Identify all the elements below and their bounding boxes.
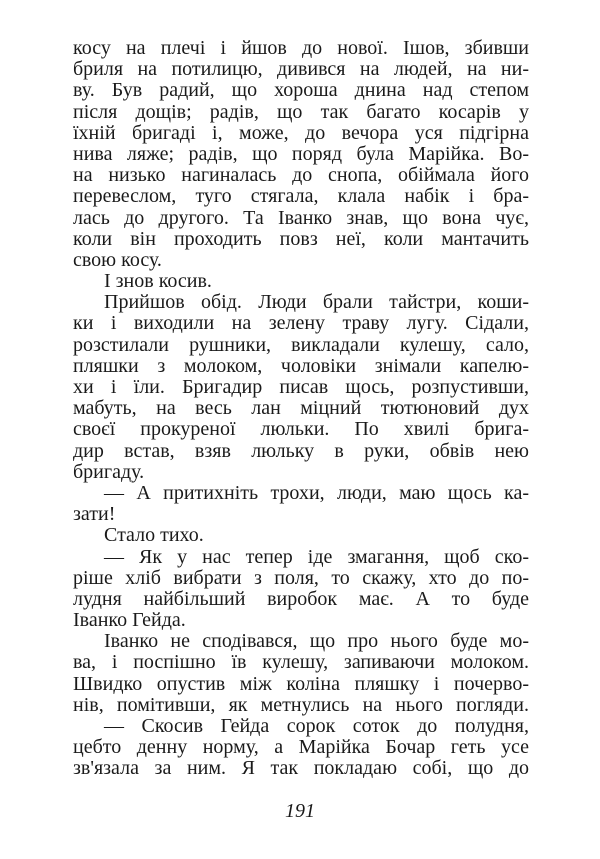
text-line: перевеслом, туго стягала, клала набік і бра- [73,185,529,208]
text-line: косу на плечі і йшов до нової. Ішов, збивши [73,37,529,59]
text-line: — Як у нас тепер іде змагання, щоб ско- [104,545,529,568]
text-line: ву. Був радий, що хороша днина над степом [73,79,529,102]
text-line: бриля на потилицю, дивився на людей, на ни- [73,58,529,81]
text-line: дир встав, взяв люльку в руки, обвів нею [73,439,529,462]
text-line: зати! [73,503,116,526]
text-line: пляшки з молоком, чоловіки знімали капелю- [73,354,529,377]
text-line: зв'язала за ним. Я так покладаю собі, що до [73,757,529,780]
text-line: після дощів; радів, що так багато косарів у [73,100,529,123]
text-line: бригаду. [73,460,145,483]
text-line: лась до другого. Та Іванко знав, що вона чує, [73,206,529,229]
text-line: мабуть, на весь лан міцний тютюновий дух [73,397,529,420]
text-line: ва, і поспішно їв кулешу, запиваючи молоком. [73,651,529,674]
text-line: І знов косив. [104,270,212,293]
text-line: цебто денну норму, а Марійка Бочар геть усе [73,736,529,759]
text-line: свою косу. [73,248,162,271]
text-line: Стало тихо. [104,524,204,547]
text-line: Прийшов обід. Люди брали тайстри, коши- [104,291,529,314]
text-line: на низько нагиналась до снопа, обіймала його [73,164,529,187]
text-line: Іванко не сподівався, що про нього буде мо- [104,630,529,653]
text-line: хи і їли. Бригадир писав щось, розпустивши, [73,376,529,398]
text-line: коли він проходить повз неї, коли мантачить [73,227,529,250]
text-line: своєї прокуреної люльки. По хвилі брига- [73,418,529,441]
text-line: ріше хліб вибрати з поля, то скажу, хто до по- [73,566,529,589]
text-line: ки і виходили на зелену траву лугу. Сідали, [73,312,529,335]
text-line: Іванко Гейда. [73,609,186,632]
text-line: лудня найбільший виробок має. А то буде [73,587,529,610]
text-line: нива ляже; радів, що поряд була Марійка. Во- [73,142,529,165]
text-line: — А притихніть трохи, люди, маю щось ка- [104,481,529,504]
text-line: — Скосив Гейда сорок соток до полудня, [104,715,529,737]
text-line: Швидко опустив між коліна пляшку і почерво- [73,672,529,695]
text-line: нів, помітивши, як метнулись на нього погляди. [73,693,529,716]
page-number: 191 [285,800,315,822]
text-line: їхній бригаді і, може, до вечора уся підгірна [73,121,529,144]
page-text [73,38,529,780]
text-line: розстилали рушники, викладали кулешу, сало, [73,333,529,356]
